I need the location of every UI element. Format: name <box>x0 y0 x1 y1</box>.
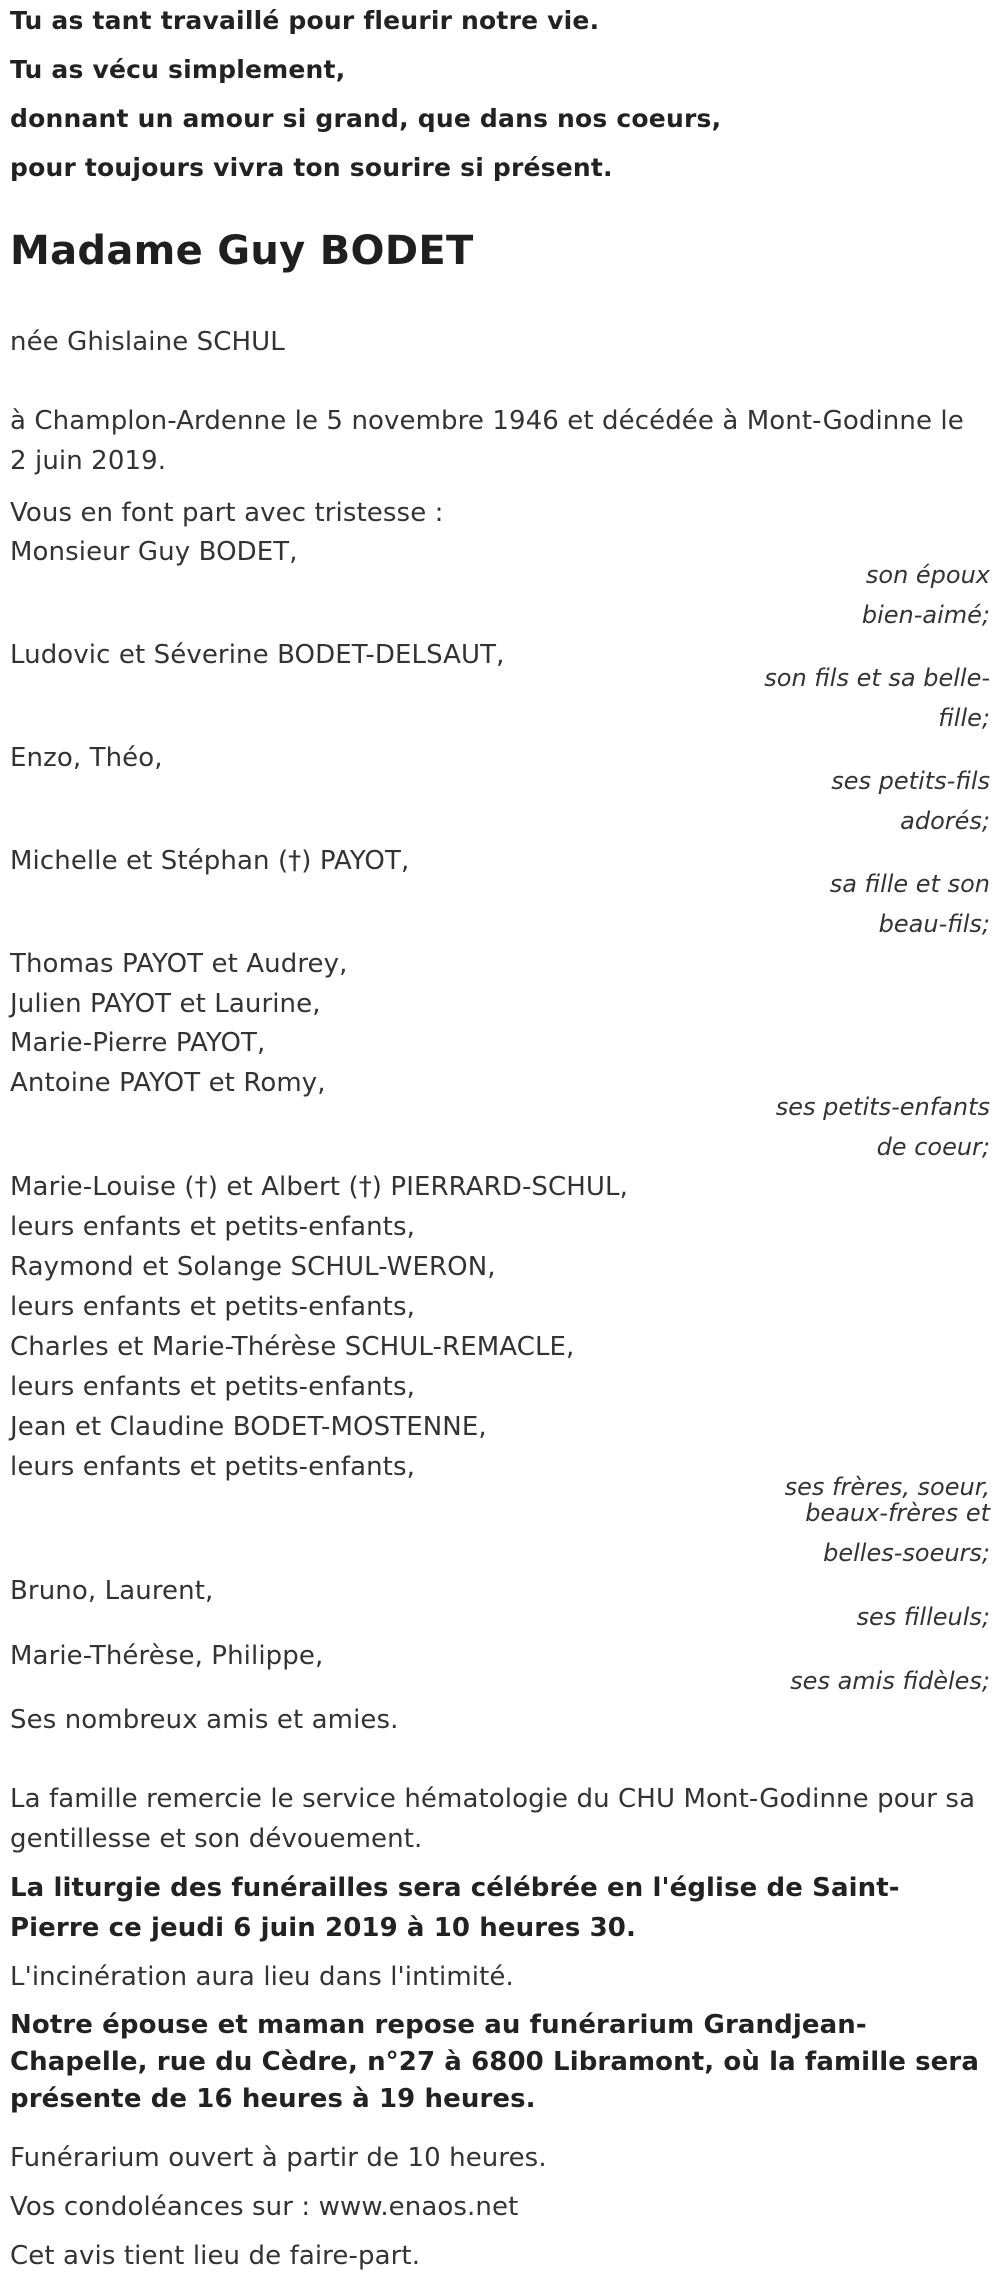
relation-godchildren: ses filleuls; <box>856 1603 990 1631</box>
family-member: Julien PAYOT et Laurine, <box>10 989 321 1019</box>
relation-friends: ses amis fidèles; <box>790 1667 990 1695</box>
poem-line: Tu as vécu simplement, <box>10 55 346 84</box>
poem-line: Tu as tant travaillé pour fleurir notre vie. <box>10 6 600 35</box>
relation-son: son fils et sa belle-fille; <box>764 664 990 732</box>
family-member: leurs enfants et petits-enfants, <box>10 1372 415 1402</box>
family-member: Marie-Pierre PAYOT, <box>10 1028 266 1058</box>
family-friends: Marie-Thérèse, Philippe, <box>10 1641 324 1671</box>
family-member: Raymond et Solange SCHUL-WERON, <box>10 1252 496 1282</box>
relation-grandsons: ses petits-fils adorés; <box>831 767 990 835</box>
opening-hours-text: Funérarium ouvert à partir de 10 heures. <box>10 2143 547 2173</box>
family-member: Marie-Louise (†) et Albert (†) PIERRARD-SCHUL, <box>10 1172 629 1202</box>
family-member: leurs enfants et petits-enfants, <box>10 1212 415 1242</box>
family-others: Ses nombreux amis et amies. <box>10 1705 399 1735</box>
thanks-text: La famille remercie le service hématologie du CHU Mont-Godinne pour sa gentillesse et son dévouement. <box>10 1784 976 1854</box>
poem-line: donnant un amour si grand, que dans nos coeurs, <box>10 104 722 133</box>
family-member: Thomas PAYOT et Audrey, <box>10 949 348 979</box>
family-member: Jean et Claudine BODET-MOSTENNE, <box>10 1412 487 1442</box>
incineration-text: L'incinération aura lieu dans l'intimité. <box>10 1962 514 1992</box>
funerarium-text: Notre épouse et maman repose au funérarium Grandjean-Chapelle, rue du Cèdre, n°27 à 6800 Libramont, où la famille sera présente de 16 heures à 19 heures. <box>10 2010 979 2114</box>
family-member: leurs enfants et petits-enfants, <box>10 1292 415 1322</box>
family-grandsons: Enzo, Théo, <box>10 743 163 773</box>
birth-name: née Ghislaine SCHUL <box>10 327 285 357</box>
relation-siblings: ses frères, soeur, <box>784 1473 990 1501</box>
family-son: Ludovic et Séverine BODET-DELSAUT, <box>10 640 505 670</box>
birth-death-text: à Champlon-Ardenne le 5 novembre 1946 et décédée à Mont-Godinne le 2 juin 2019. <box>10 406 964 476</box>
announce-text: Vous en font part avec tristesse : <box>10 498 444 528</box>
relation-siblings-in-law: beaux-frères et belles-soeurs; <box>805 1499 990 1567</box>
family-member: Charles et Marie-Thérèse SCHUL-REMACLE, <box>10 1332 575 1362</box>
family-godchildren: Bruno, Laurent, <box>10 1576 214 1606</box>
notice-text: Cet avis tient lieu de faire-part. <box>10 2241 421 2271</box>
family-spouse: Monsieur Guy BODET, <box>10 537 298 567</box>
relation-heart-grandchildren: ses petits-enfants de coeur; <box>775 1093 990 1161</box>
relation-daughter: sa fille et son beau-fils; <box>829 870 990 938</box>
condolences-text: Vos condoléances sur : www.enaos.net <box>10 2192 519 2222</box>
family-member: leurs enfants et petits-enfants, <box>10 1452 415 1482</box>
relation-spouse: son époux bien-aimé; <box>861 561 990 629</box>
family-member: Antoine PAYOT et Romy, <box>10 1068 326 1098</box>
deceased-name: Madame Guy BODET <box>10 228 474 274</box>
family-daughter: Michelle et Stéphan (†) PAYOT, <box>10 846 410 876</box>
poem-line: pour toujours vivra ton sourire si présent. <box>10 153 613 182</box>
liturgy-text: La liturgie des funérailles sera célébrée en l'église de Saint-Pierre ce jeudi 6 juin 2019 à 10 heures 30. <box>10 1873 900 1943</box>
